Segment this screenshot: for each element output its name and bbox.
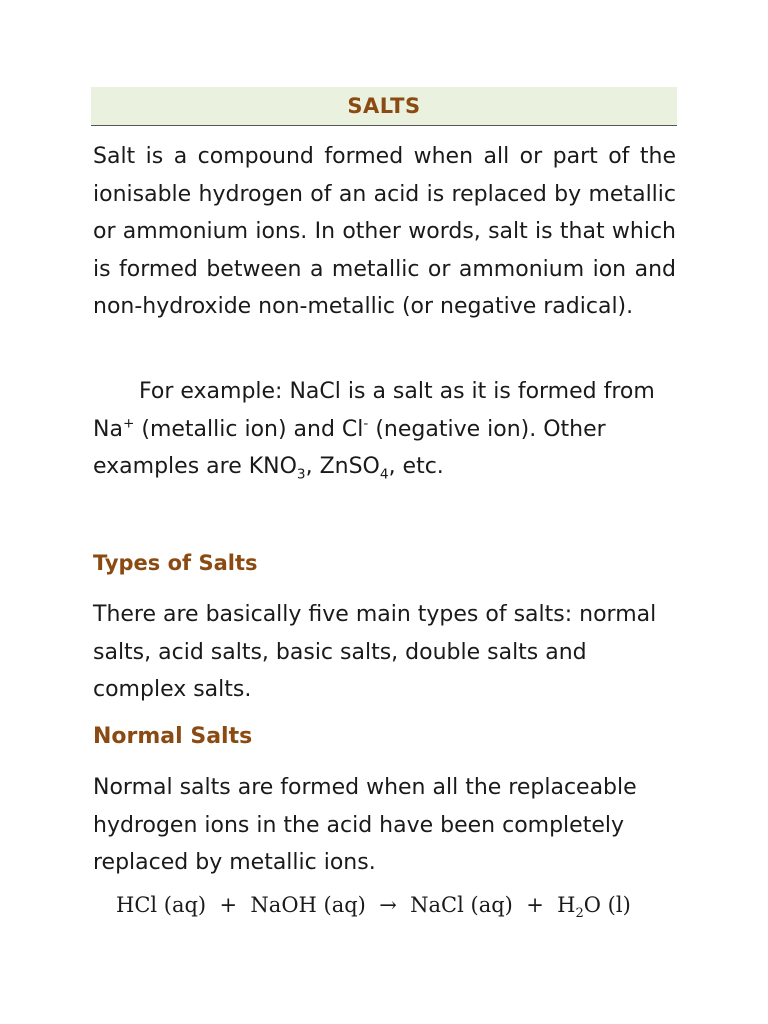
page-title: SALTS	[347, 94, 421, 118]
example-text-2: (metallic ion) and Cl	[134, 416, 364, 442]
types-paragraph: There are basically five main types of salts: normal salts, acid salts, basic salts, double salts and complex salts.	[93, 602, 657, 702]
example-text-1: For example: NaCl is a salt as it is formed from Na	[93, 379, 655, 442]
minus-superscript: -	[363, 415, 369, 432]
title-banner	[91, 87, 677, 126]
normal-salts-heading: Normal Salts	[93, 724, 253, 749]
example-text-5: , etc.	[388, 454, 444, 479]
subscript-3: 3	[296, 466, 306, 483]
plus-superscript: +	[122, 415, 135, 432]
subscript-4: 4	[379, 466, 389, 483]
example-text-4: , ZnSO	[305, 454, 380, 479]
chemical-equation	[116, 893, 631, 922]
equation-subscript: 2	[575, 906, 584, 922]
types-heading: Types of Salts	[93, 551, 258, 575]
intro-paragraph: Salt is a compound formed when all or part of the ionisable hydrogen of an acid is replaced by metallic or ammonium ions. In other words, salt is that which is formed between a metallic or ammonium ion and non-hydroxide non-metallic (or negative radical).	[93, 144, 676, 319]
example-paragraph	[93, 373, 676, 486]
equation-rhs: O (l)	[583, 893, 631, 917]
equation-lhs: HCl (aq) + NaOH (aq) → NaCl (aq) + H	[116, 893, 576, 917]
normal-salts-paragraph: Normal salts are formed when all the replaceable hydrogen ions in the acid have been completely replaced by metallic ions.	[93, 775, 637, 875]
example-text-3: (negative ion). Other examples are KNO	[93, 416, 606, 479]
